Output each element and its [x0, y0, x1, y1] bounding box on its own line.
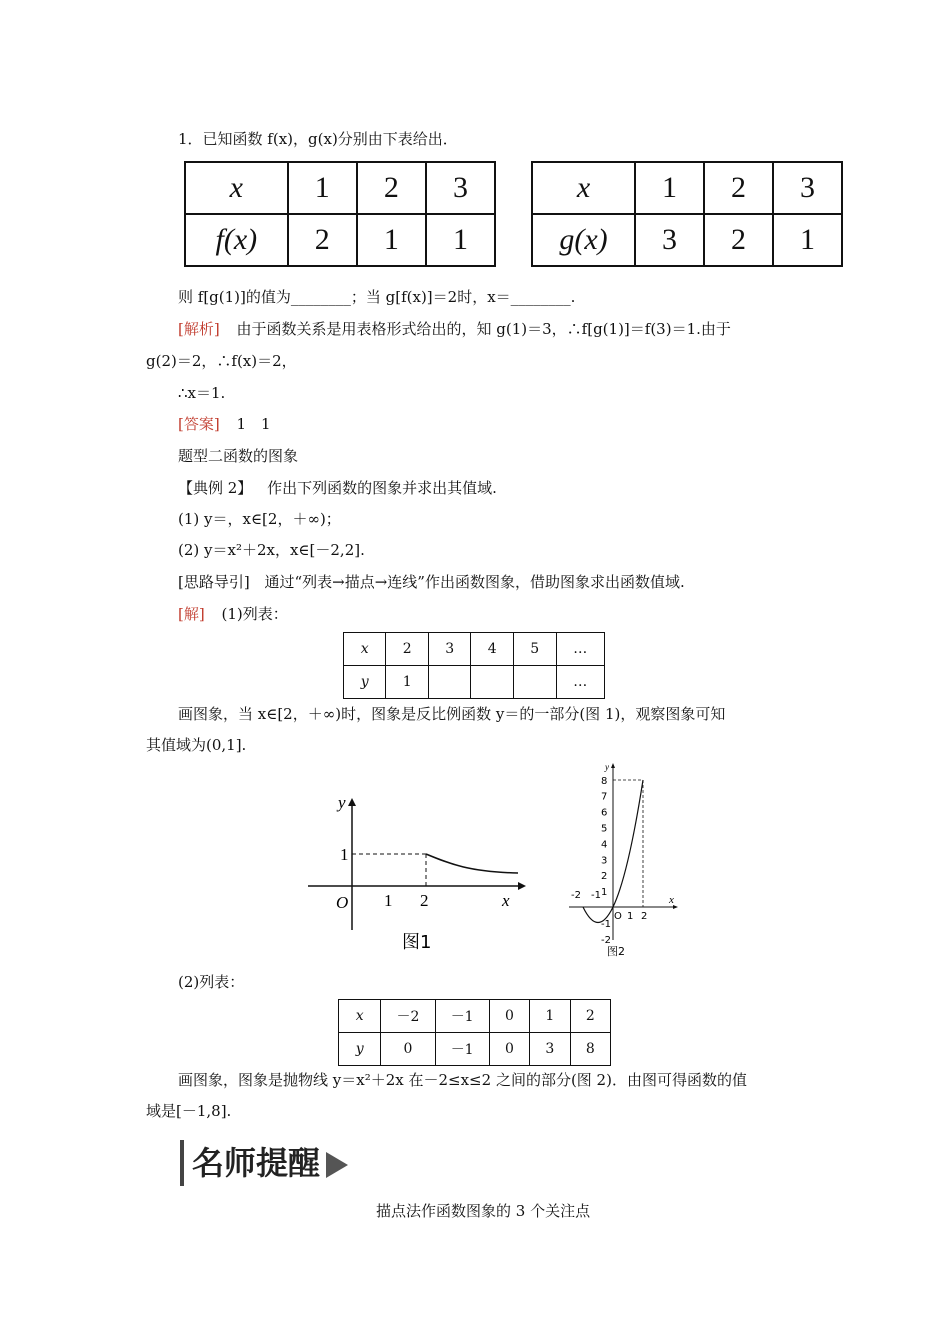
table-cell: 2: [704, 162, 773, 214]
value-table-2: [338, 999, 611, 1066]
table-cell: 3: [635, 214, 704, 266]
fig1-caption: 图1: [402, 932, 432, 953]
table-cell: 1: [773, 214, 842, 266]
fig2-xtick: 2: [641, 911, 648, 922]
guide-tag: [思路导引]: [178, 573, 250, 591]
example-text: 作出下列函数的图象并求出其值域.: [267, 479, 497, 497]
fig2-ytick: 7: [601, 791, 608, 803]
solution-text: (1)列表：: [221, 605, 288, 623]
analysis-text: g(2)＝2，∴f(x)＝2，: [146, 352, 297, 370]
table-cell: f(x): [185, 214, 288, 266]
example-item-1: (1) y＝，x∈[2，＋∞)；: [178, 510, 341, 528]
table-cell: 3: [530, 1033, 570, 1066]
fig2-ytick: 6: [601, 807, 608, 819]
tip-heading-text: 名师提醒: [192, 1144, 321, 1182]
table-cell: y: [339, 1033, 381, 1066]
tip-heading: [180, 1140, 348, 1186]
fig2-ytick: 8: [601, 775, 608, 787]
table-cell: 2: [288, 214, 357, 266]
fig2-ytick: 3: [601, 855, 608, 867]
table-cell: 2: [570, 1000, 610, 1033]
table-cell: [513, 666, 556, 699]
paragraph: 域是[－1,8].: [146, 1102, 232, 1120]
table-cell: [428, 666, 471, 699]
fig2-ylabel: y: [605, 762, 609, 772]
table-cell: 1: [386, 666, 429, 699]
fig1-xlabel: x: [502, 891, 510, 910]
table-cell: 8: [570, 1033, 610, 1066]
answer-value: 1 1: [236, 415, 271, 433]
table-cell: [471, 666, 514, 699]
paragraph: 其值域为(0,1].: [146, 736, 247, 754]
fig2-ytick: -1: [601, 918, 611, 930]
fig2-ytick: 4: [601, 839, 608, 851]
table-cell: 1: [357, 214, 426, 266]
analysis-tag: [解析]: [178, 320, 220, 338]
table-cell: x: [339, 1000, 381, 1033]
problem-intro: 1．已知函数 f(x)，g(x)分别由下表给出．: [178, 130, 458, 148]
problem-question: 则 f[g(1)]的值为________；当 g[f(x)]＝2时，x＝________.: [178, 288, 576, 306]
table-cell: x: [532, 162, 635, 214]
guide-text: 通过“列表→描点→连线”作出函数图象，借助图象求出函数值域.: [264, 573, 685, 591]
table-cell: 3: [426, 162, 495, 214]
table-f: [184, 161, 496, 267]
table-cell: x: [344, 633, 386, 666]
table-cell: 1: [635, 162, 704, 214]
table-cell: g(x): [532, 214, 635, 266]
table-cell: －1: [435, 1000, 489, 1033]
fig2-xlabel: x: [669, 894, 674, 906]
fig2-ytick: 5: [601, 823, 608, 835]
example-tag: 【典例 2】: [178, 479, 253, 497]
table-cell: 1: [530, 1000, 570, 1033]
fig2-caption: 图2: [607, 945, 625, 958]
fig1-tick-y: 1: [340, 845, 349, 864]
list-label: (2)列表：: [178, 973, 245, 991]
table-cell: y: [344, 666, 386, 699]
table-g: [531, 161, 843, 267]
table-cell: －1: [435, 1033, 489, 1066]
fig2-ytick: 1: [601, 887, 608, 899]
fig1-tick-x2: 2: [420, 891, 429, 910]
fig2-ytick: -2: [601, 934, 611, 946]
fig1-ylabel: y: [338, 793, 346, 812]
tip-subtitle: 描点法作函数图象的 3 个关注点: [376, 1202, 591, 1220]
table-cell: …: [556, 666, 605, 699]
table-cell: 1: [426, 214, 495, 266]
analysis-text: ∴x＝1.: [178, 384, 226, 402]
fig1-origin: O: [336, 893, 349, 912]
figure-2: [565, 762, 685, 962]
example-item-2: (2) y＝x²＋2x，x∈[－2,2].: [178, 541, 365, 559]
value-table-1: [343, 632, 605, 699]
table-cell: x: [185, 162, 288, 214]
table-cell: 1: [288, 162, 357, 214]
table-cell: …: [556, 633, 605, 666]
table-cell: 2: [704, 214, 773, 266]
solution-tag: [解]: [178, 605, 205, 623]
fig2-ytick: 2: [601, 871, 608, 883]
table-cell: 4: [471, 633, 514, 666]
table-cell: 2: [357, 162, 426, 214]
figure-1: [300, 790, 530, 960]
table-cell: 3: [428, 633, 471, 666]
table-cell: 5: [513, 633, 556, 666]
table-cell: 2: [386, 633, 429, 666]
section-title: 题型二函数的图象: [178, 447, 299, 465]
answer-tag: [答案]: [178, 415, 220, 433]
fig2-xtick: O: [614, 911, 622, 922]
table-cell: 0: [489, 1033, 529, 1066]
fig1-tick-x1: 1: [384, 891, 393, 910]
table-cell: 3: [773, 162, 842, 214]
fig2-xtick: 1: [627, 911, 634, 922]
table-cell: 0: [489, 1000, 529, 1033]
table-cell: －2: [381, 1000, 435, 1033]
paragraph: 画图象，当 x∈[2，＋∞)时，图象是反比例函数 y＝的一部分(图 1)，观察图象可知: [178, 705, 726, 723]
table-cell: 0: [381, 1033, 435, 1066]
fig2-xtick: -1: [591, 890, 601, 901]
fig2-xtick: -2: [571, 890, 581, 901]
analysis-text: 由于函数关系是用表格形式给出的，知 g(1)＝3，∴f[g(1)]＝f(3)＝1.由于: [236, 320, 731, 338]
triangle-right-icon: [326, 1152, 348, 1178]
paragraph: 画图象，图象是抛物线 y＝x²＋2x 在－2≤x≤2 之间的部分(图 2)．由图可得函数的值: [178, 1071, 747, 1089]
